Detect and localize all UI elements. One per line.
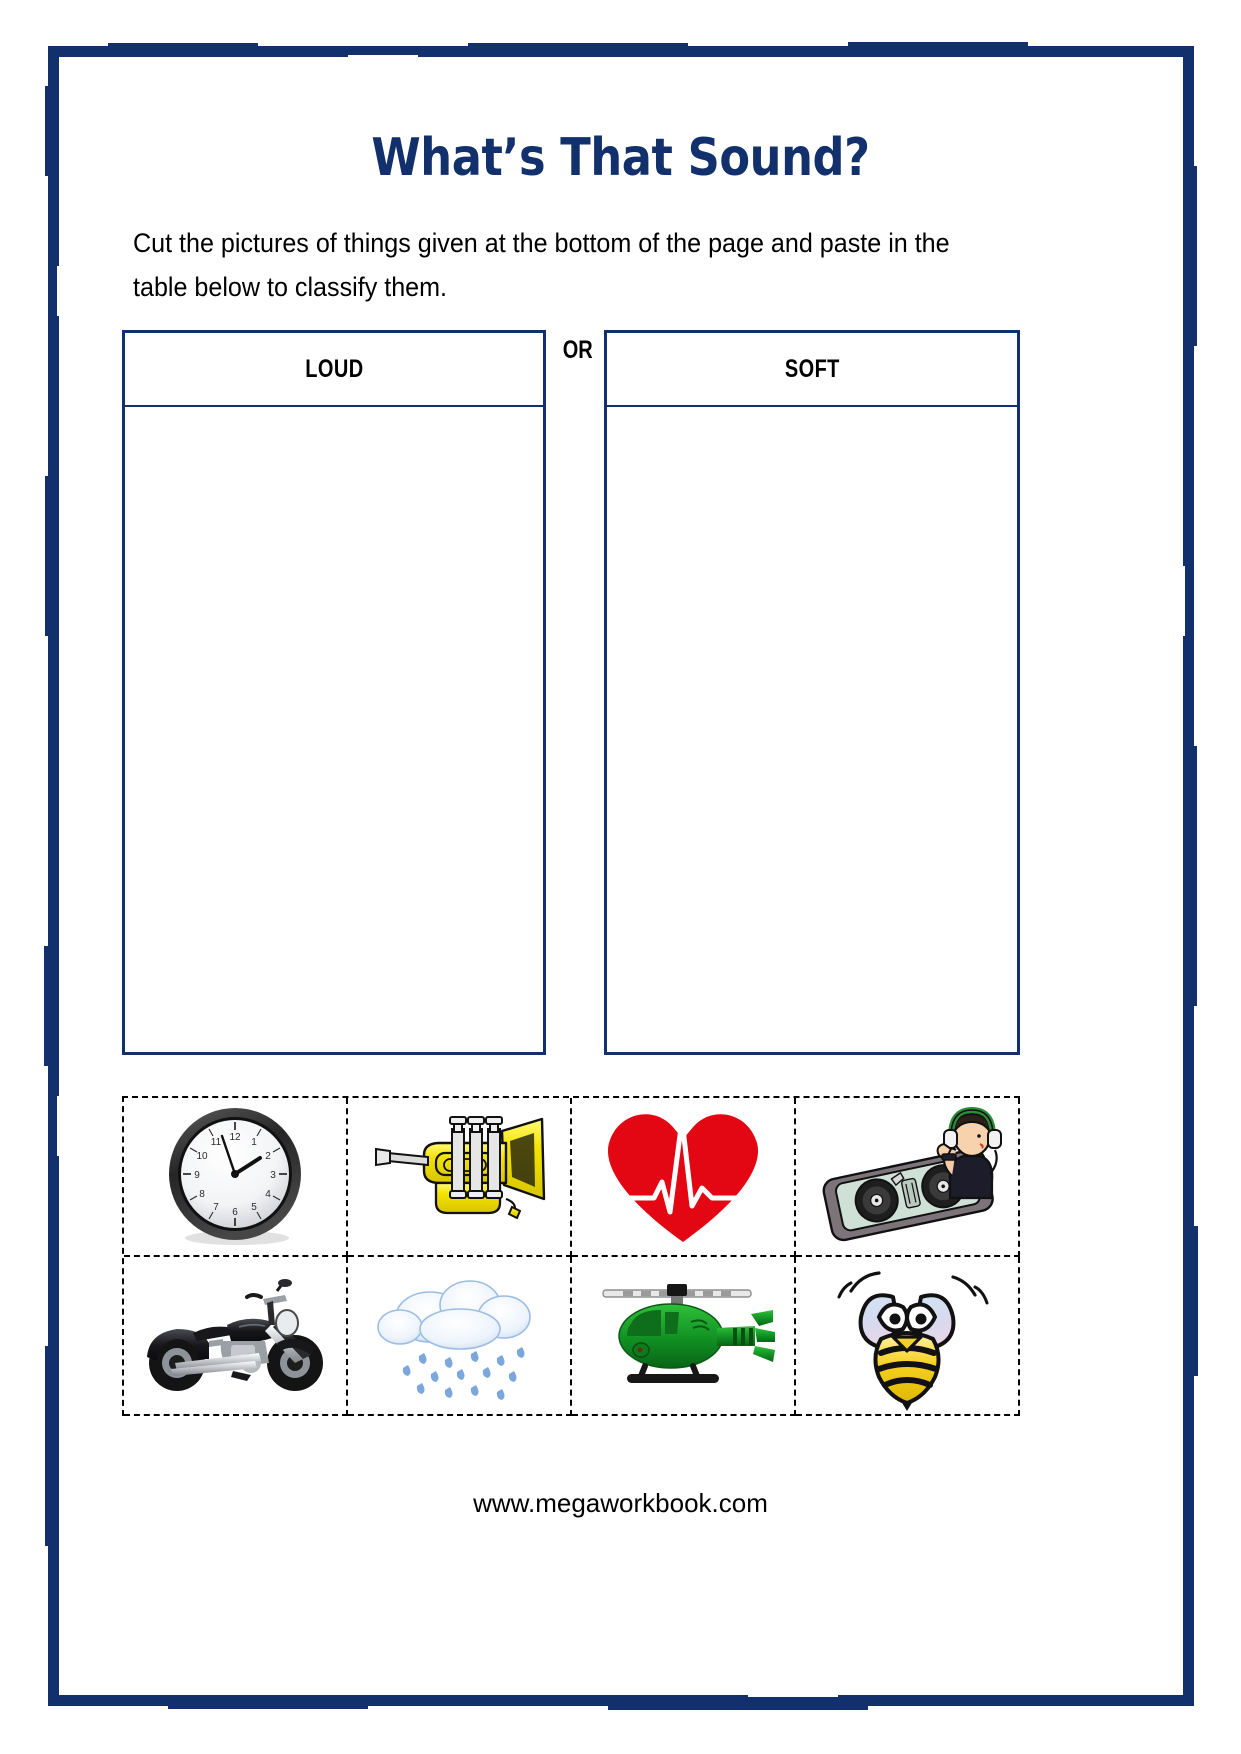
svg-text:11: 11: [210, 1136, 222, 1148]
svg-text:8: 8: [199, 1188, 205, 1200]
svg-text:7: 7: [213, 1201, 219, 1213]
trumpet-icon: [364, 1107, 554, 1247]
frame-fleck: [748, 1694, 838, 1697]
frame-fleck: [108, 43, 258, 47]
sort-box-loud-header: [125, 333, 543, 407]
cutout-cell-heartbeat[interactable]: [572, 1098, 796, 1257]
rain-cloud-icon: [364, 1261, 554, 1411]
cutout-cell-helicopter[interactable]: [572, 1257, 796, 1416]
picture-cutout-grid: [122, 1096, 1020, 1416]
frame-fleck: [45, 476, 48, 636]
bee-icon: [817, 1261, 997, 1411]
cutout-cell-motorcycle[interactable]: [124, 1257, 348, 1416]
frame-fleck: [848, 42, 1028, 46]
frame-fleck: [468, 43, 688, 46]
motorcycle-icon: [135, 1271, 335, 1401]
svg-text:2: 2: [265, 1150, 271, 1162]
cutout-cell-trumpet[interactable]: [348, 1098, 572, 1257]
frame-fleck: [1193, 166, 1197, 346]
frame-fleck: [57, 1096, 60, 1156]
svg-text:1: 1: [251, 1136, 257, 1148]
frame-fleck: [57, 266, 60, 316]
sort-box-loud-label: LOUD: [304, 354, 364, 383]
helicopter-icon: [583, 1266, 783, 1406]
frame-fleck: [1194, 1226, 1198, 1376]
frame-fleck: [1194, 746, 1197, 1006]
sort-box-soft-header: [607, 333, 1017, 407]
cutout-cell-bee[interactable]: [796, 1257, 1020, 1416]
footer-url: www.megaworkbook.com: [473, 1488, 768, 1518]
svg-text:10: 10: [196, 1150, 208, 1162]
frame-fleck: [1182, 566, 1185, 636]
svg-text:12: 12: [229, 1131, 241, 1143]
sort-box-loud[interactable]: [122, 330, 546, 1055]
svg-text:3: 3: [270, 1169, 276, 1181]
cutout-cell-rain[interactable]: [348, 1257, 572, 1416]
heartbeat-icon: [598, 1102, 768, 1252]
svg-text:9: 9: [194, 1169, 200, 1181]
sort-box-soft-label: SOFT: [784, 354, 840, 383]
frame-fleck: [348, 55, 418, 58]
frame-fleck: [44, 946, 49, 1066]
dj-turntables-icon: [812, 1102, 1002, 1252]
clock-icon: [160, 1102, 310, 1252]
frame-fleck: [168, 1705, 368, 1709]
sort-box-loud-dropzone[interactable]: [125, 407, 543, 1126]
instructions-text: Cut the pictures of things given at the bottom of the page and paste in the table below to classify them.: [133, 228, 950, 302]
svg-text:5: 5: [251, 1201, 257, 1213]
frame-fleck: [45, 86, 49, 176]
page-title: What’s That Sound?: [371, 128, 870, 188]
cutout-cell-clock[interactable]: [124, 1098, 348, 1257]
svg-text:4: 4: [265, 1188, 271, 1200]
frame-fleck: [608, 1706, 868, 1710]
sort-box-soft[interactable]: [604, 330, 1020, 1055]
cutout-cell-dj[interactable]: [796, 1098, 1020, 1257]
sort-separator-label: OR: [563, 336, 593, 364]
sort-box-soft-dropzone[interactable]: [607, 407, 1017, 1126]
svg-text:6: 6: [232, 1206, 238, 1218]
frame-top-edge: [48, 46, 1194, 57]
sort-separator: [556, 336, 600, 365]
